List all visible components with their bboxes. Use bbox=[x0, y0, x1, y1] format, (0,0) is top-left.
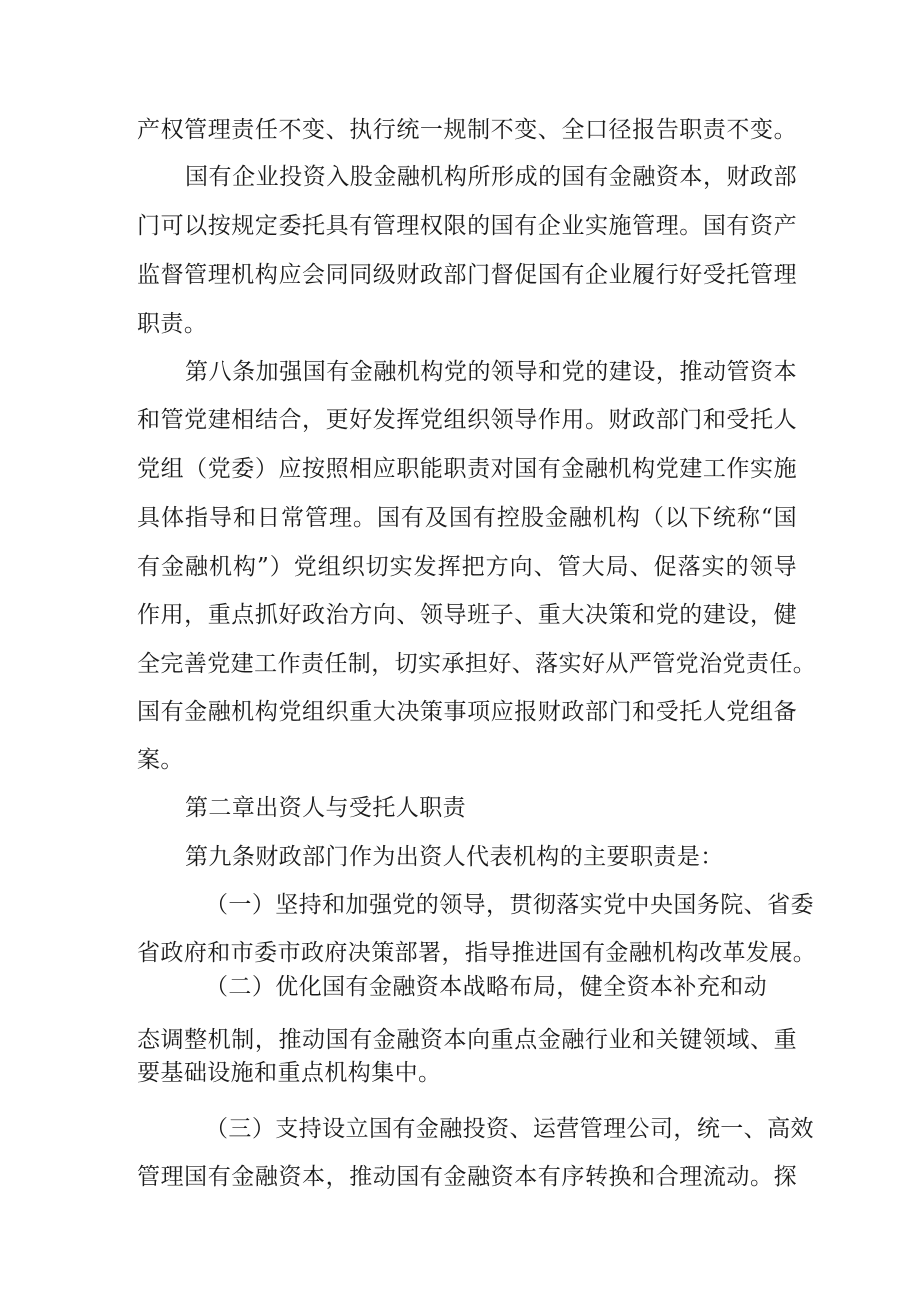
text-line: 产权管理责任不变、执行统一规制不变、全口径报告职责不变。 bbox=[137, 117, 797, 143]
text-line: 案。 bbox=[137, 747, 184, 773]
text-line: 态调整机制，推动国有金融资本向重点金融行业和关键领域、重 bbox=[137, 1027, 797, 1053]
text-line: 全完善党建工作责任制，切实承担好、落实好从严管党治党责任。 bbox=[137, 651, 817, 677]
chapter-heading: 第二章出资人与受托人职责 bbox=[185, 795, 467, 821]
text-line: 第八条加强国有金融机构党的领导和党的建设，推动管资本 bbox=[185, 359, 797, 385]
text-line: （三）支持设立国有金融投资、运营管理公司，统一、高效 bbox=[205, 1116, 814, 1142]
text-line: 监督管理机构应会同同级财政部门督促国有企业履行好受托管理 bbox=[137, 262, 797, 288]
text-line: 省政府和市委市政府决策部署，指导推进国有金融机构改革发展。 bbox=[137, 940, 817, 966]
text-line: 具体指导和日常管理。国有及国有控股金融机构（以下统称“国 bbox=[137, 505, 797, 531]
text-line: 国有金融机构党组织重大决策事项应报财政部门和受托人党组备 bbox=[137, 699, 797, 725]
text-line: 第九条财政部门作为出资人代表机构的主要职责是： bbox=[185, 844, 724, 870]
text-line: 党组（党委）应按照相应职能职责对国有金融机构党建工作实施 bbox=[137, 456, 797, 482]
text-line: 作用，重点抓好政治方向、领导班子、重大决策和党的建设，健 bbox=[137, 602, 797, 628]
text-line: 有金融机构”）党组织切实发挥把方向、管大局、促落实的领导 bbox=[137, 554, 797, 580]
text-line: 要基础设施和重点机构集中。 bbox=[137, 1060, 442, 1086]
text-line: 职责。 bbox=[137, 311, 208, 337]
text-line: 管理国有金融资本，推动国有金融资本有序转换和合理流动。探 bbox=[137, 1164, 797, 1190]
text-line: （二）优化国有金融资本战略布局，健全资本补充和动 bbox=[205, 974, 768, 1000]
text-line: （一）坚持和加强党的领导，贯彻落实党中央国务院、省委 bbox=[205, 892, 814, 918]
text-line: 门可以按规定委托具有管理权限的国有企业实施管理。国有资产 bbox=[137, 213, 797, 239]
text-line: 国有企业投资入股金融机构所形成的国有金融资本，财政部 bbox=[185, 164, 797, 190]
text-line: 和管党建相结合，更好发挥党组织领导作用。财政部门和受托人 bbox=[137, 407, 797, 433]
